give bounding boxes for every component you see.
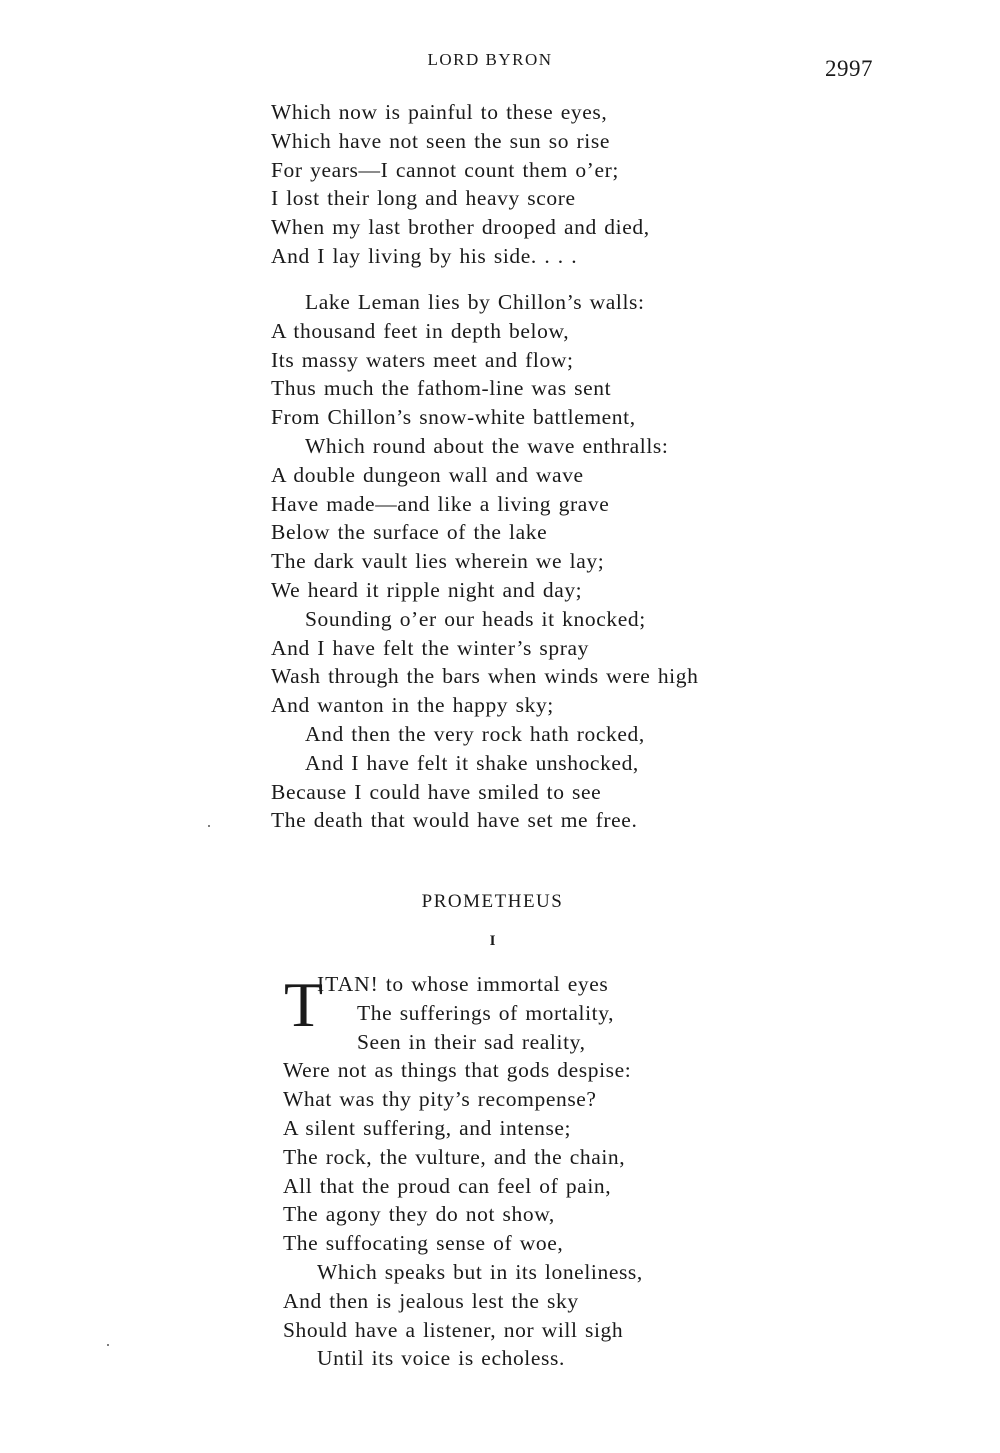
scan-speck	[208, 825, 210, 827]
poem-line: The suffocating sense of woe,	[283, 1231, 564, 1256]
poem-line: Which round about the wave enthralls:	[305, 433, 669, 458]
poem-line: Sounding o’er our heads it knocked;	[305, 606, 646, 631]
poem-line: And I have felt it shake unshocked,	[305, 750, 639, 775]
page-number: 2997	[825, 56, 873, 81]
poem-line: Below the surface of the lake	[271, 520, 548, 545]
poem-line: Should have a listener, nor will sigh	[283, 1317, 624, 1342]
first-word-rest: ITAN	[317, 972, 371, 996]
poem-line: And I lay living by his side. . . .	[271, 243, 578, 268]
section-numeral: I	[489, 933, 496, 949]
poem-line: We heard it ripple night and day;	[271, 577, 583, 602]
poem-line: The death that would have set me free.	[271, 808, 638, 833]
poem-line: Which have not seen the sun so rise	[271, 128, 610, 153]
poem-line: What was thy pity’s recompense?	[283, 1087, 597, 1112]
poem-line: For years—I cannot count them o’er;	[271, 157, 619, 182]
poem-line: A thousand feet in depth below,	[271, 318, 570, 343]
poem-line: Which speaks but in its loneliness,	[317, 1259, 643, 1284]
poem-line: And wanton in the happy sky;	[271, 693, 554, 718]
poem-line: A double dungeon wall and wave	[271, 462, 584, 487]
poem-line: Seen in their sad reality,	[357, 1029, 586, 1054]
poem-line: And I have felt the winter’s spray	[271, 635, 589, 660]
poem-line: I lost their long and heavy score	[271, 186, 576, 211]
poem-line: From Chillon’s snow-white battlement,	[271, 405, 636, 430]
poem-title: PROMETHEUS	[421, 891, 564, 912]
poem-line: Have made—and like a living grave	[271, 491, 610, 516]
poem-line: When my last brother drooped and died,	[271, 215, 650, 240]
poem-line: Because I could have smiled to see	[271, 779, 602, 804]
poem-line: Until its voice is echoless.	[317, 1346, 565, 1371]
stanza-prisoner-of-chillon-2	[271, 288, 698, 835]
scan-speck	[107, 1344, 109, 1346]
drop-cap: T	[284, 969, 324, 1040]
poem-line: Its massy waters meet and flow;	[271, 347, 574, 372]
poem-line: The agony they do not show,	[283, 1202, 555, 1227]
stanza-prisoner-of-chillon-1	[271, 98, 650, 271]
poem-first-line	[283, 970, 643, 999]
poem-line: Lake Leman lies by Chillon’s walls:	[305, 290, 645, 314]
stanza-prometheus-1	[283, 970, 643, 1373]
poem-line: The rock, the vulture, and the chain,	[283, 1144, 626, 1169]
poem-line: A silent suffering, and intense;	[283, 1115, 572, 1140]
poem-line: Wash through the bars when winds were high	[271, 664, 699, 689]
poem-line: Which now is painful to these eyes,	[271, 100, 608, 124]
poem-line: The dark vault lies wherein we lay;	[271, 549, 605, 574]
poem-line: And then the very rock hath rocked,	[305, 721, 645, 746]
poem-line: The sufferings of mortality,	[357, 1000, 615, 1025]
poem-line: Thus much the fathom-line was sent	[271, 376, 612, 401]
poem-line: All that the proud can feel of pain,	[283, 1173, 612, 1198]
poem-line: And then is jealous lest the sky	[283, 1288, 579, 1313]
first-line-rest: ! to whose immortal eyes	[370, 972, 609, 996]
poem-line: Were not as things that gods despise:	[283, 1058, 632, 1083]
running-head: LORD BYRON	[427, 50, 553, 69]
